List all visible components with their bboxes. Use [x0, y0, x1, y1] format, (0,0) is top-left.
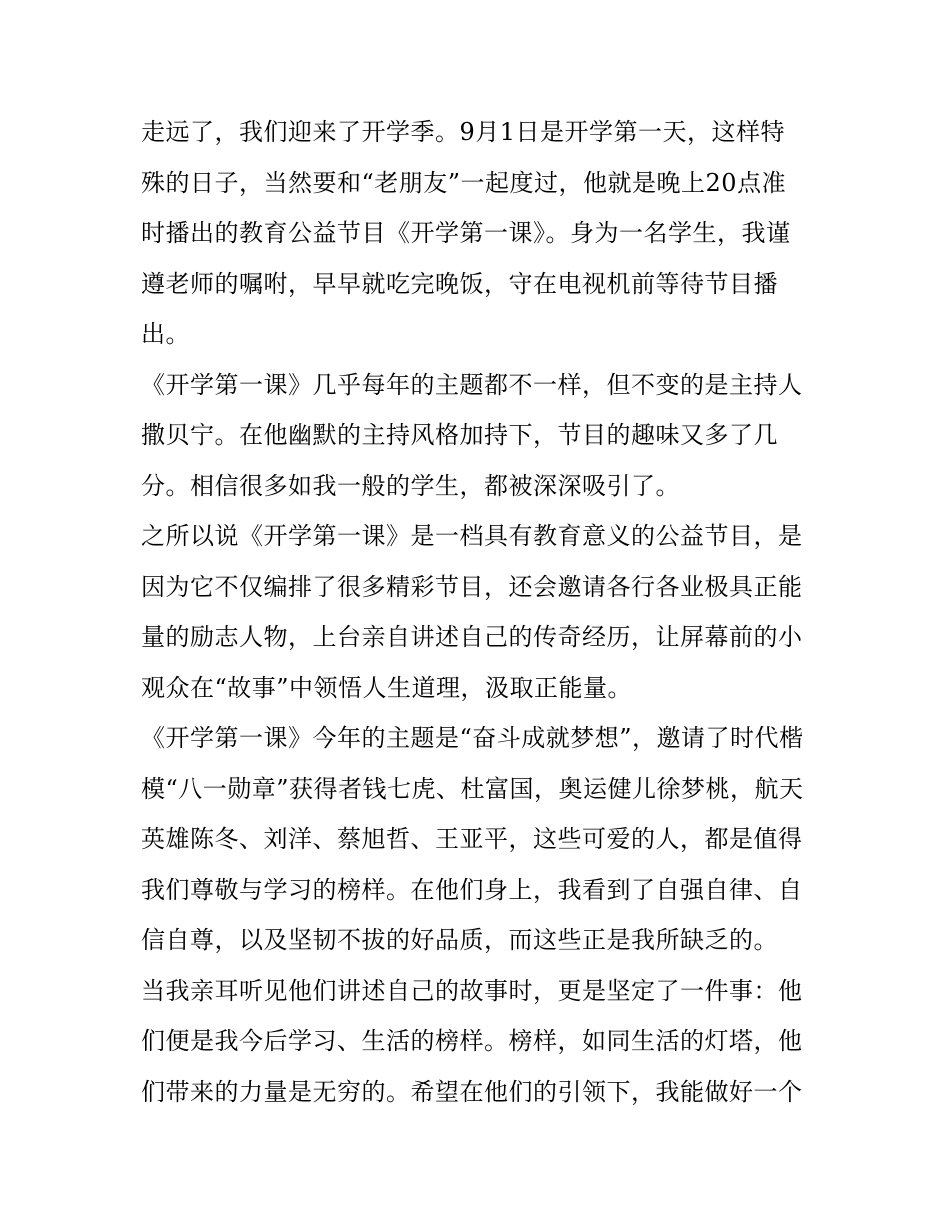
text-line: 观众在“故事”中领悟人生道理，汲取正能量。 [141, 673, 633, 702]
text-line: 出。 [141, 320, 190, 348]
text-line: 因为它不仅编排了很多精彩节目，还会邀请各行各业极具正能 [141, 572, 803, 601]
text-line: 《开学第一课》几乎每年的主题都不一样，但不变的是主持人 [141, 370, 803, 399]
text-line: 们带来的力量是无穷的。希望在他们的引领下，我能做好一个 [141, 1077, 803, 1106]
text-line: 我们尊敬与学习的榜样。在他们身上，我看到了自强自律、自 [141, 875, 803, 904]
text-line: 走远了，我们迎来了开学季。9月1日是开学第一天，这样特 [141, 118, 786, 146]
essay-body [141, 107, 817, 1117]
text-line: 遵老师的嘱咐，早早就吃完晚饭，守在电视机前等待节目播 [141, 269, 778, 298]
text-line: 们便是我今后学习、生活的榜样。榜样，如同生活的灯塔，他 [141, 1027, 803, 1055]
text-line: 分。相信很多如我一般的学生，都被深深吸引了。 [141, 471, 680, 500]
text-line: 《开学第一课》今年的主题是“奋斗成就梦想”，邀请了时代楷 [141, 724, 804, 752]
text-line: 信自尊，以及坚韧不拔的好品质，而这些正是我所缺乏的。 [141, 926, 778, 954]
text-line: 时播出的教育公益节目《开学第一课》。身为一名学生，我谨 [141, 219, 791, 247]
text-line: 当我亲耳听见他们讲述自己的故事时，更是坚定了一件事：他 [141, 976, 803, 1005]
text-line: 之所以说《开学第一课》是一档具有教育意义的公益节目，是 [141, 522, 803, 550]
text-line: 量的励志人物，上台亲自讲述自己的传奇经历，让屏幕前的小 [141, 623, 803, 651]
text-line: 殊的日子，当然要和“老朋友”一起度过，他就是晚上20点准 [141, 168, 787, 197]
text-line: 英雄陈冬、刘洋、蔡旭哲、王亚平，这些可爱的人，都是值得 [141, 825, 803, 853]
text-line: 撒贝宁。在他幽默的主持风格加持下，节目的趣味又多了几 [141, 421, 778, 449]
text-line: 模“八一勋章”获得者钱七虎、杜富国，奥运健儿徐梦桃，航天 [141, 774, 804, 803]
